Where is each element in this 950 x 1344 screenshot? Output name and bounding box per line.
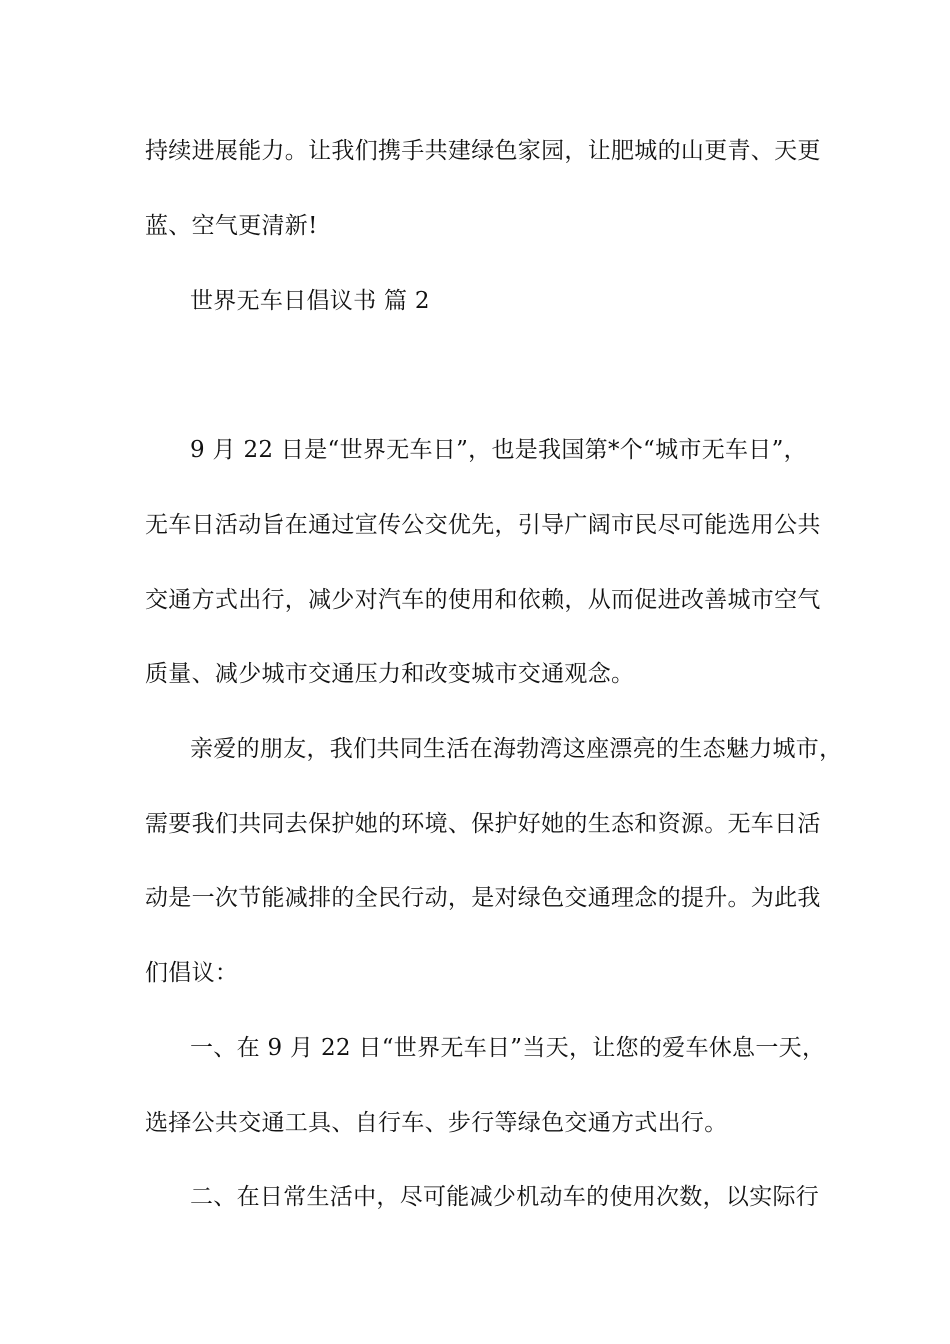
- paragraph-line: 二、在日常生活中，尽可能减少机动车的使用次数，以实际行: [190, 1184, 820, 1210]
- paragraph-line: 质量、减少城市交通压力和改变城市交通观念。: [145, 661, 635, 687]
- paragraph-line: 持续进展能力。让我们携手共建绿色家园，让肥城的山更青、天更: [145, 138, 821, 164]
- paragraph-line: 一、在 9 月 22 日“世界无车日”当天，让您的爱车休息一天，: [190, 1035, 826, 1061]
- paragraph-line: 选择公共交通工具、自行车、步行等绿色交通方式出行。: [145, 1110, 728, 1136]
- paragraph-line: 亲爱的朋友，我们共同生活在海勃湾这座漂亮的生态魅力城市，: [190, 736, 843, 762]
- paragraph-line: 们倡议：: [145, 960, 239, 986]
- paragraph-line: 无车日活动旨在通过宣传公交优先，引导广阔市民尽可能选用公共: [145, 512, 821, 538]
- paragraph-line: 动是一次节能减排的全民行动，是对绿色交通理念的提升。为此我: [145, 885, 821, 911]
- paragraph-line: 9 月 22 日是“世界无车日”，也是我国第*个“城市无车日”，: [190, 437, 807, 463]
- paragraph-line: 蓝、空气更清新!: [145, 213, 318, 239]
- paragraph-line: 交通方式出行，减少对汽车的使用和依赖，从而促进改善城市空气: [145, 587, 821, 613]
- paragraph-line: 需要我们共同去保护她的环境、保护好她的生态和资源。无车日活: [145, 811, 821, 837]
- section-heading: 世界无车日倡议书 篇 2: [190, 288, 430, 314]
